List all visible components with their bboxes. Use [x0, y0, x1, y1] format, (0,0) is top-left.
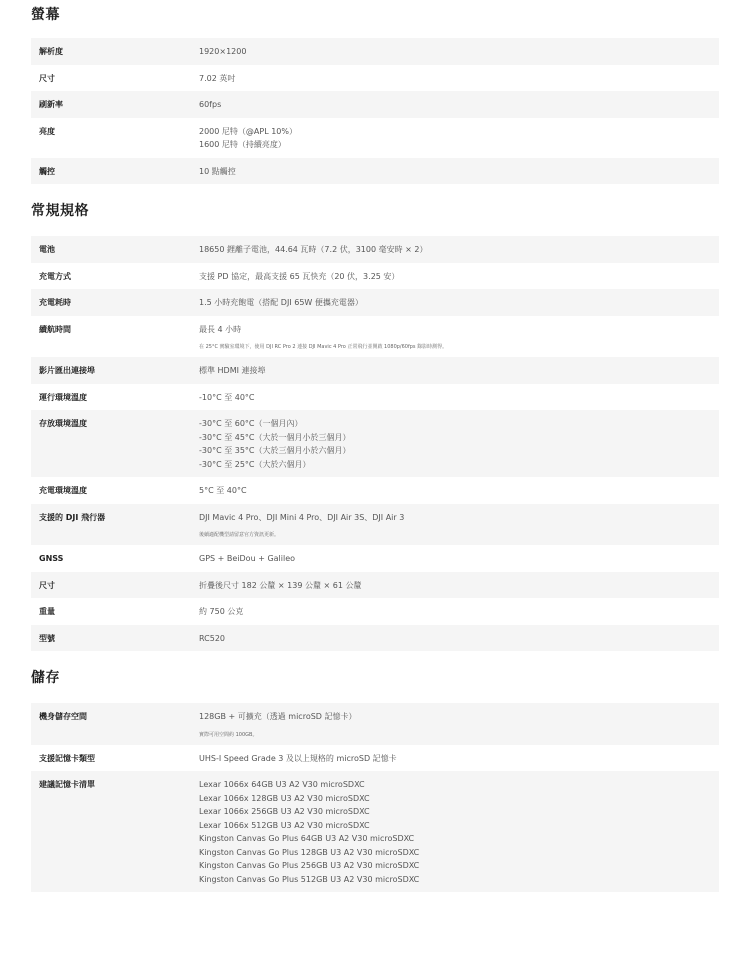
spec-value-line: DJI Mavic 4 Pro、DJI Mini 4 Pro、DJI Air 3S、DJI Air 3 — [199, 512, 405, 522]
spec-row — [31, 65, 719, 92]
spec-value — [199, 243, 719, 257]
spec-label: 解析度 — [39, 47, 63, 56]
section-screen — [31, 0, 719, 184]
section-title-storage: 儲存 — [31, 670, 60, 686]
spec-row — [31, 236, 719, 263]
spec-value-line: Lexar 1066x 64GB U3 A2 V30 microSDXC — [199, 780, 365, 789]
spec-value-line: Lexar 1066x 256GB U3 A2 V30 microSDXC — [199, 807, 370, 816]
spec-value-line: 最長 4 小時 — [199, 324, 242, 334]
spec-value — [199, 98, 719, 112]
spec-row — [31, 410, 719, 477]
spec-value-line: -30°C 至 35°C（大於三個月小於六個月） — [199, 446, 351, 455]
spec-value-line: Kingston Canvas Go Plus 128GB U3 A2 V30 microSDXC — [199, 847, 420, 857]
spec-row — [31, 263, 719, 290]
spec-label: GNSS — [39, 554, 64, 563]
spec-row — [31, 625, 719, 652]
spec-footnote: 後續適配機型請留意官方資訊更新。 — [199, 532, 280, 538]
spec-row — [31, 477, 719, 504]
section-title-screen: 螢幕 — [31, 7, 60, 23]
spec-row — [31, 91, 719, 118]
spec-label: 觸控 — [39, 166, 55, 176]
spec-label: 電池 — [39, 245, 55, 254]
spec-table-storage — [31, 703, 719, 892]
spec-value-line: 標準 HDMI 連接埠 — [199, 366, 266, 375]
spec-row — [31, 289, 719, 316]
spec-row — [31, 545, 719, 572]
spec-row — [31, 158, 719, 185]
spec-value-line: 支援 PD 協定，最高支援 65 瓦快充（20 伏，3.25 安） — [199, 271, 400, 281]
section-general — [31, 184, 719, 651]
spec-table-general — [31, 236, 719, 651]
spec-label: 亮度 — [39, 126, 55, 136]
spec-value — [199, 752, 719, 766]
spec-value — [199, 484, 719, 498]
spec-row — [31, 771, 719, 892]
spec-value — [199, 417, 719, 471]
spec-value — [199, 323, 719, 352]
spec-value-line: -30°C 至 60°C（一個月內） — [199, 419, 303, 428]
spec-value — [199, 364, 719, 378]
spec-label: 型號 — [39, 633, 55, 643]
spec-value-line: Lexar 1066x 512GB U3 A2 V30 microSDXC — [199, 820, 370, 830]
spec-label: 機身儲存空間 — [39, 712, 87, 721]
spec-value-line: RC520 — [199, 633, 226, 643]
spec-label: 影片匯出連接埠 — [39, 366, 95, 375]
spec-label: 運行環境溫度 — [39, 392, 87, 402]
spec-value-line: 1920×1200 — [199, 47, 247, 56]
spec-row — [31, 357, 719, 384]
spec-footnote: 實際可用空間約 100GB。 — [199, 731, 258, 738]
spec-label: 充電環境溫度 — [39, 486, 87, 495]
spec-value-line: 約 750 公克 — [199, 607, 244, 616]
spec-value-line: 折疊後尺寸 182 公釐 × 139 公釐 × 61 公釐 — [199, 580, 362, 590]
spec-value-line: 7.02 英吋 — [199, 73, 236, 83]
spec-label: 重量 — [39, 607, 55, 616]
spec-value — [199, 72, 719, 86]
spec-row — [31, 572, 719, 599]
spec-value — [199, 552, 719, 566]
spec-row — [31, 38, 719, 65]
spec-value-line: 1600 尼特（持續亮度） — [199, 140, 286, 149]
spec-value — [199, 45, 719, 59]
spec-value — [199, 579, 719, 593]
spec-label: 刷新率 — [39, 100, 63, 109]
spec-value — [199, 296, 719, 310]
section-storage — [31, 651, 719, 892]
spec-value-line: UHS-I Speed Grade 3 及以上規格的 microSD 記憶卡 — [199, 753, 397, 763]
spec-label: 支援的 DJI 飛行器 — [39, 512, 106, 522]
spec-label: 尺寸 — [39, 73, 55, 83]
spec-label: 建議記憶卡清單 — [39, 780, 95, 789]
spec-label: 尺寸 — [39, 580, 55, 590]
spec-value-line: 1.5 小時充飽電（搭配 DJI 65W 便攜充電器） — [199, 298, 363, 307]
spec-value-line: 5°C 至 40°C — [199, 486, 247, 495]
spec-value-line: -30°C 至 45°C（大於一個月小於三個月） — [199, 432, 351, 442]
spec-value-line: 60fps — [199, 100, 222, 109]
spec-value — [199, 391, 719, 405]
spec-label: 充電方式 — [39, 271, 71, 281]
spec-row — [31, 384, 719, 411]
spec-row — [31, 504, 719, 546]
section-title-general: 常規規格 — [31, 203, 89, 219]
spec-value — [199, 632, 719, 646]
spec-value-line: Kingston Canvas Go Plus 64GB U3 A2 V30 microSDXC — [199, 834, 415, 843]
spec-value-line: -30°C 至 25°C（大於六個月） — [199, 459, 311, 469]
spec-value-line: Kingston Canvas Go Plus 512GB U3 A2 V30 microSDXC — [199, 874, 420, 884]
spec-value — [199, 511, 719, 540]
spec-value-line: -10°C 至 40°C — [199, 392, 255, 402]
spec-row — [31, 745, 719, 772]
spec-value — [199, 778, 719, 886]
spec-label: 支援記憶卡類型 — [39, 753, 95, 763]
spec-row — [31, 703, 719, 745]
spec-label: 存放環境溫度 — [39, 419, 87, 428]
spec-value-line: GPS + BeiDou + Galileo — [199, 554, 296, 563]
spec-value-line: 128GB + 可擴充（透過 microSD 記憶卡） — [199, 712, 357, 721]
spec-row — [31, 118, 719, 158]
spec-label: 續航時間 — [39, 324, 71, 334]
spec-footnote: 在 25°C 實驗室環境下，使用 DJI RC Pro 2 連接 DJI Mavic 4 Pro 正常飛行並開啟 1080p/60fps 錄影時測得。 — [199, 344, 448, 350]
spec-value — [199, 165, 719, 179]
spec-value — [199, 270, 719, 284]
spec-row — [31, 316, 719, 358]
spec-value-line: 2000 尼特（@APL 10%） — [199, 126, 297, 136]
spec-label: 充電耗時 — [39, 298, 71, 307]
spec-table-screen — [31, 38, 719, 184]
spec-value — [199, 605, 719, 619]
spec-value-line: Lexar 1066x 128GB U3 A2 V30 microSDXC — [199, 793, 370, 803]
spec-value-line: 18650 鋰離子電池，44.64 瓦時（7.2 伏，3100 毫安時 × 2） — [199, 245, 428, 254]
spec-value — [199, 710, 719, 739]
spec-value — [199, 125, 719, 152]
spec-value-line: 10 點觸控 — [199, 166, 236, 176]
spec-row — [31, 598, 719, 625]
spec-value-line: Kingston Canvas Go Plus 256GB U3 A2 V30 microSDXC — [199, 861, 420, 870]
